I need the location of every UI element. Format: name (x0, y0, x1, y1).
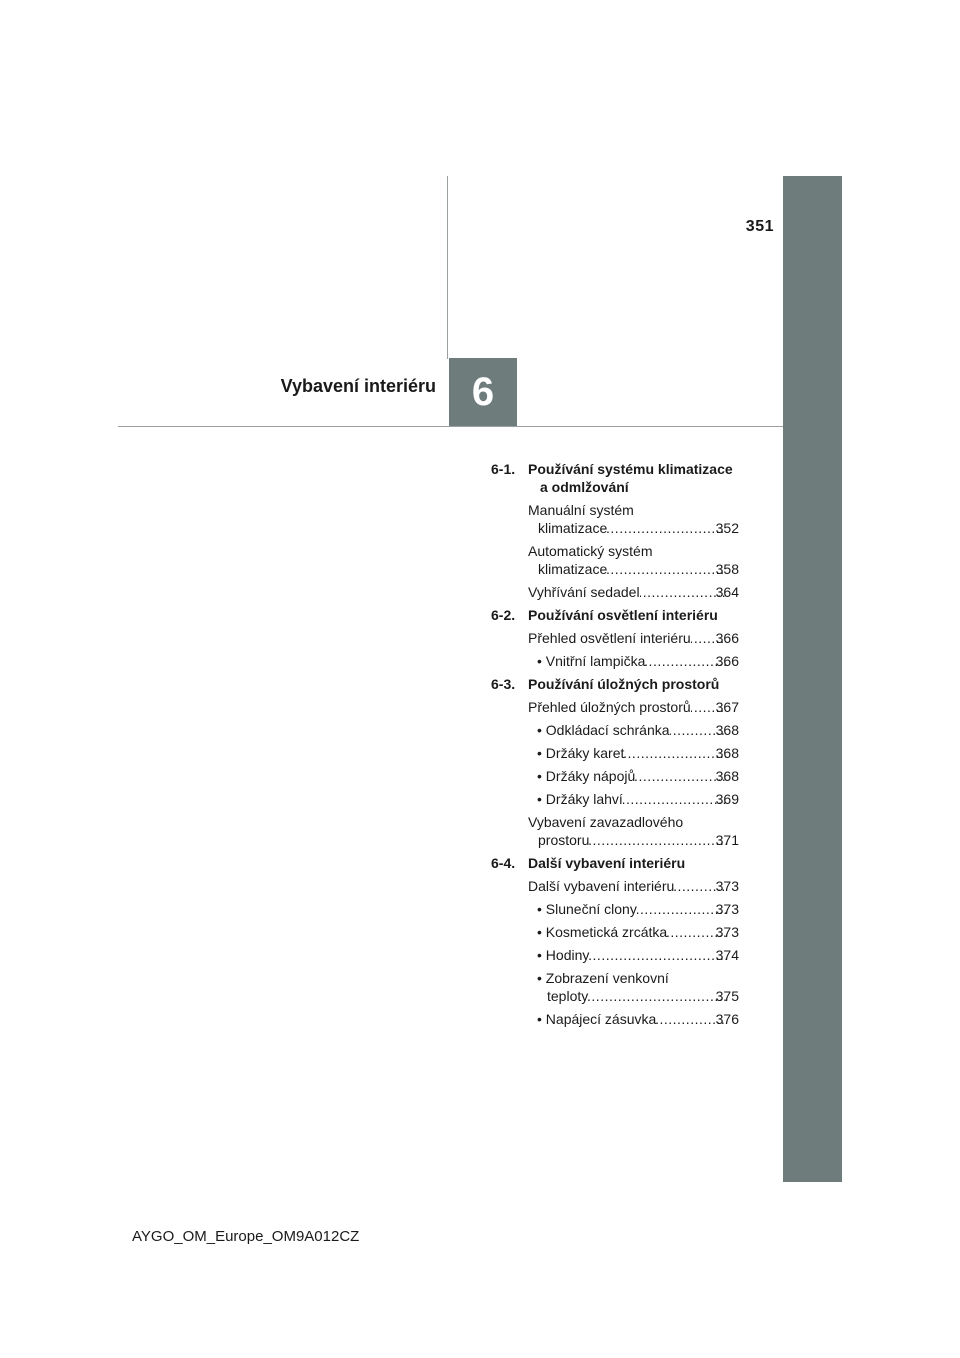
entry-title: • Napájecí zásuvka (537, 1011, 657, 1027)
dot-leader (640, 583, 726, 601)
page-reference: 366 (715, 630, 739, 646)
chapter-title: Vybavení interiéru (280, 376, 436, 396)
section-title: Používání úložných prostorů (528, 676, 720, 692)
entry-title: Vyhřívání sedadel (528, 584, 640, 600)
entry-title-line: Vybavení zavazadlového (528, 814, 684, 830)
dot-leader (645, 652, 725, 670)
entry-title-line: Manuální systém (528, 502, 634, 518)
toc-subentry[interactable] (491, 900, 739, 918)
toc-subentry[interactable] (491, 923, 739, 941)
toc-section-heading (491, 675, 739, 693)
toc-entry[interactable] (491, 813, 739, 849)
page-reference: 366 (715, 653, 739, 669)
toc-section-heading (491, 854, 739, 872)
dot-leader (607, 560, 725, 578)
entry-title: Přehled úložných prostorů (528, 699, 691, 715)
entry-title: • Držáky karet (537, 745, 625, 761)
dot-leader (588, 987, 725, 1005)
toc-subentry[interactable] (491, 721, 739, 739)
section-number: 6-4. (491, 855, 516, 871)
section-number: 6-2. (491, 607, 516, 623)
toc-subentry[interactable] (491, 969, 739, 1005)
toc-subentry[interactable] (491, 946, 739, 964)
entry-title-line: Automatický systém (528, 543, 653, 559)
toc-entry[interactable] (491, 629, 739, 647)
toc-entry[interactable] (491, 501, 739, 537)
page-reference: 376 (715, 1011, 739, 1027)
toc-subentry[interactable] (491, 767, 739, 785)
dot-leader (623, 790, 726, 808)
toc-section-heading (491, 460, 739, 496)
toc-entry[interactable] (491, 877, 739, 895)
entry-title: Další vybavení interiéru (528, 878, 675, 894)
section-title: Další vybavení interiéru (528, 855, 686, 871)
entry-title: • Vnitřní lampička (537, 653, 646, 669)
dot-leader (607, 519, 725, 537)
chapter-number-box: 6 (449, 358, 517, 426)
horizontal-divider (118, 426, 783, 427)
entry-title: Přehled osvětlení interiéru (528, 630, 691, 646)
entry-title: • Hodiny (537, 947, 590, 963)
dot-leader (589, 946, 725, 964)
entry-title: • Odkládací schránka (537, 722, 670, 738)
page-reference: 371 (715, 832, 739, 848)
dot-leader (624, 744, 725, 762)
toc-subentry[interactable] (491, 652, 739, 670)
section-number: 6-1. (491, 461, 516, 477)
dot-leader (637, 900, 726, 918)
section-title: Používání systému klimatizace a odmlžování (528, 461, 733, 495)
page-reference: 352 (715, 520, 739, 536)
entry-title: • Držáky nápojů (537, 768, 636, 784)
page-reference: 374 (715, 947, 739, 963)
page-number: 351 (745, 218, 774, 235)
entry-title: klimatizace (538, 520, 608, 536)
page-reference: 364 (715, 584, 739, 600)
section-number: 6-3. (491, 676, 516, 692)
footer-document-id: AYGO_OM_Europe_OM9A012CZ (132, 1228, 360, 1245)
toc-entry[interactable] (491, 542, 739, 578)
toc-subentry[interactable] (491, 790, 739, 808)
page-reference: 369 (715, 791, 739, 807)
dot-leader (589, 831, 725, 849)
page-reference: 373 (715, 924, 739, 940)
chapter-side-tab (783, 176, 842, 1182)
page-reference: 358 (715, 561, 739, 577)
page-reference: 368 (715, 722, 739, 738)
entry-title: klimatizace (538, 561, 608, 577)
toc-subentry[interactable] (491, 744, 739, 762)
vertical-divider (447, 176, 448, 359)
page-reference: 373 (715, 878, 739, 894)
section-title: Používání osvětlení interiéru (528, 607, 718, 623)
entry-title-line: • Zobrazení venkovní (537, 970, 669, 986)
entry-title: teploty (547, 988, 589, 1004)
entry-title: • Držáky lahví (537, 791, 623, 807)
toc-entry[interactable] (491, 583, 739, 601)
page-reference: 368 (715, 745, 739, 761)
page-reference: 373 (715, 901, 739, 917)
entry-title: • Kosmetická zrcátka (537, 924, 668, 940)
table-of-contents (491, 460, 739, 1033)
toc-subentry[interactable] (491, 1010, 739, 1028)
page-reference: 367 (715, 699, 739, 715)
entry-title: prostoru (538, 832, 590, 848)
toc-section-heading (491, 606, 739, 624)
toc-entry[interactable] (491, 698, 739, 716)
page-reference: 375 (715, 988, 739, 1004)
page-reference: 368 (715, 768, 739, 784)
entry-title: • Sluneční clony (537, 901, 637, 917)
dot-leader (635, 767, 725, 785)
